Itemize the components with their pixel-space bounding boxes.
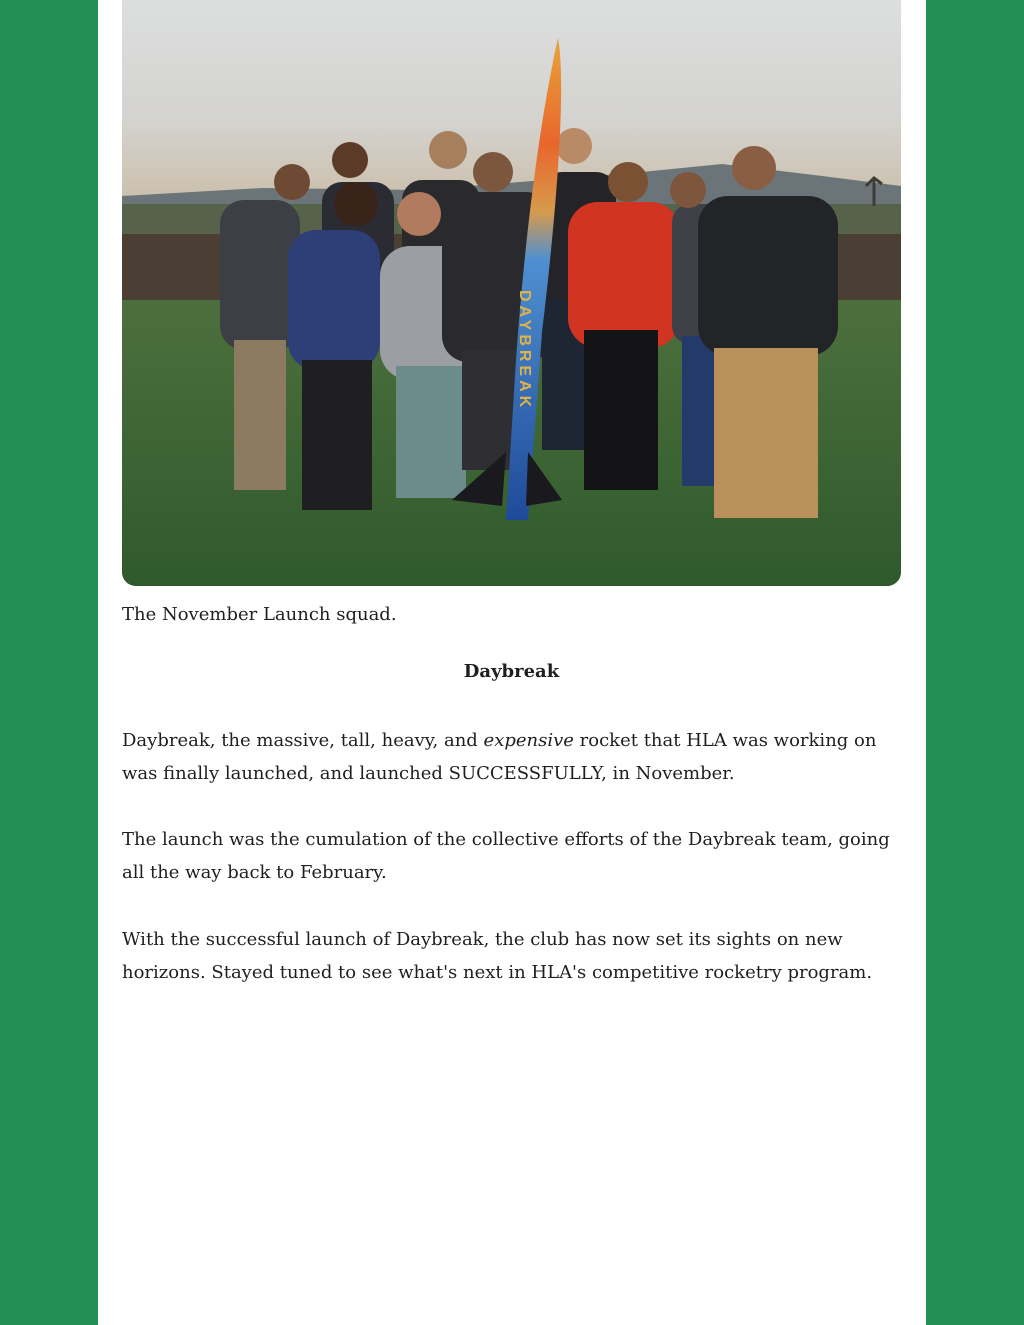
- paragraph-text: Daybreak, the massive, tall, heavy, and: [122, 730, 484, 751]
- paragraph-launch-success: [122, 724, 901, 790]
- paragraph-team-effort: The launch was the cumulation of the collective efforts of the Daybreak team, going all the way back to February.: [122, 829, 890, 883]
- emphasis-text: expensive: [483, 730, 574, 751]
- team-photo: [122, 0, 901, 586]
- team-photo-illustration: [122, 0, 901, 586]
- rocket-label: DAYBREAK: [516, 290, 533, 412]
- paragraph-text: rocket that HLA was working on was finally launched, and launched SUCCESSFULLY, in November.: [122, 730, 877, 784]
- section-heading: Daybreak: [463, 661, 560, 682]
- photo-caption: The November Launch squad.: [122, 604, 397, 625]
- paragraph-next-steps: With the successful launch of Daybreak, the club has now set its sights on new horizons. Stayed tuned to see what's next in HLA's competitive rocketry program.: [122, 929, 873, 983]
- article-card: [98, 0, 926, 1325]
